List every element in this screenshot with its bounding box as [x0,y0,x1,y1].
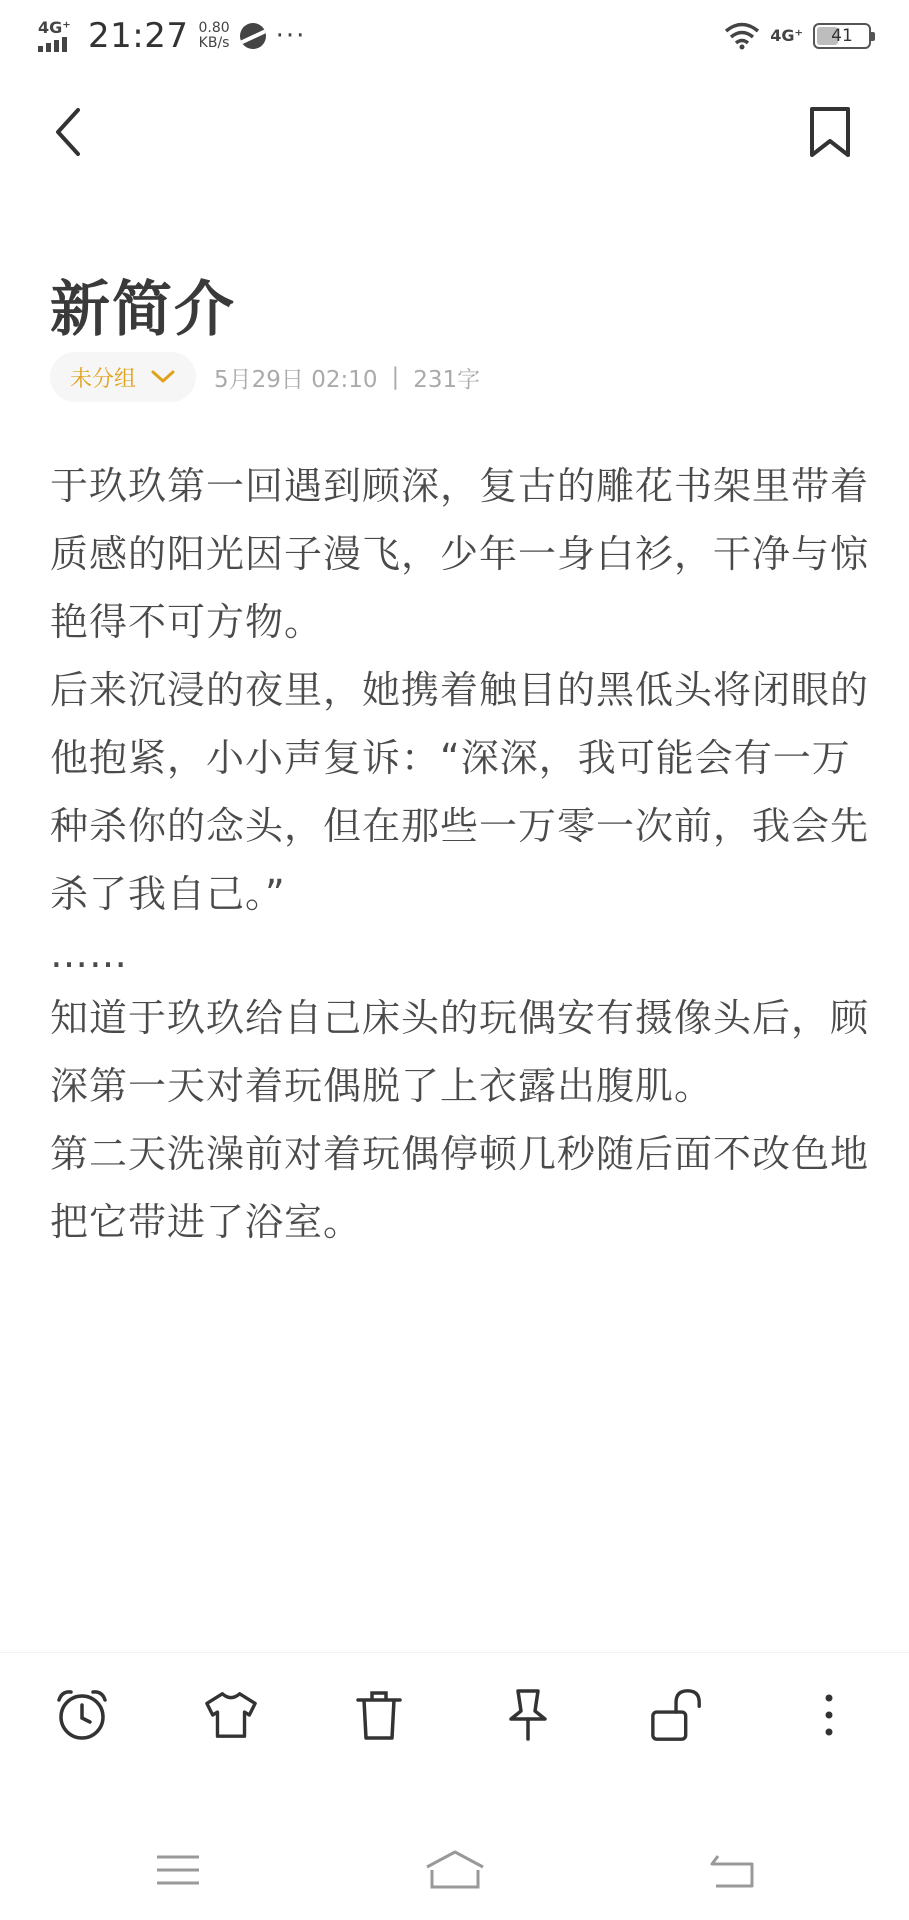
clock: 21:27 [88,16,189,56]
status-bar-left [38,16,306,56]
more-button[interactable] [801,1687,857,1743]
more-notifications-icon: ··· [275,21,307,51]
trash-icon [354,1688,404,1742]
theme-button[interactable] [203,1687,259,1743]
bottom-toolbar [0,1652,909,1772]
shirt-icon [203,1689,259,1741]
bookmark-button[interactable] [802,100,858,164]
note-info [214,361,480,394]
delete-button[interactable] [351,1687,407,1743]
unlock-icon [649,1686,705,1744]
note-paragraph: 于玖玖第一回遇到顾深，复古的雕花书架里带着质感的阳光因子漫飞，少年一身白衫，干净与惊艳得不可方物。 [50,464,870,644]
chevron-down-icon [150,369,176,385]
lock-button[interactable] [649,1687,705,1743]
alarm-icon [54,1687,110,1743]
pin-button[interactable] [500,1687,556,1743]
cellular-signal-icon [38,18,78,54]
back-icon [708,1850,756,1890]
note-paragraph: 知道于玖玖给自己床头的玩偶安有摄像头后，顾深第一天对着玩偶脱了上衣露出腹肌。 [50,996,870,1108]
note-title[interactable]: 新简介 [50,275,236,345]
recent-apps-button[interactable] [146,1840,210,1900]
network-type-left: 4G⁺ [38,18,71,37]
wifi-icon [724,22,760,50]
back-button[interactable] [50,100,110,164]
note-meta [50,352,480,402]
network-speed-unit: KB/s [198,35,230,51]
group-selector[interactable] [50,352,196,402]
status-bar [0,0,909,72]
note-paragraph: 后来沉浸的夜里，她携着触目的黑低头将闭眼的他抱紧，小小声复诉：“深深，我可能会有一万种杀你的念头，但在那些一万零一次前，我会先杀了我自己。” [50,668,870,916]
note-paragraph: …… [50,932,128,976]
network-type-right: 4G⁺ [770,26,803,45]
home-icon [424,1849,486,1891]
reminder-button[interactable] [54,1687,110,1743]
network-speed-value: 0.80 [198,20,230,36]
note-date: 5月29日 02:10 [214,366,378,393]
bookmark-icon [807,105,853,159]
note-paragraph: 第二天洗澡前对着玩偶停顿几秒随后面不改色地把它带进了浴室。 [50,1132,870,1244]
more-vertical-icon [819,1692,839,1738]
network-speed [198,21,229,51]
battery-percent: 41 [831,26,853,46]
pin-icon [505,1687,551,1743]
chevron-left-icon [50,104,90,160]
system-navbar [0,1820,909,1920]
home-button[interactable] [423,1840,487,1900]
word-count: 231字 [413,366,481,393]
status-bar-right [724,22,871,50]
notification-app-icon [240,23,266,49]
note-body[interactable] [50,452,870,1256]
meta-separator: | [391,364,400,390]
battery-icon [813,23,871,49]
system-back-button[interactable] [700,1840,764,1900]
menu-icon [155,1852,201,1888]
group-label: 未分组 [70,366,137,392]
